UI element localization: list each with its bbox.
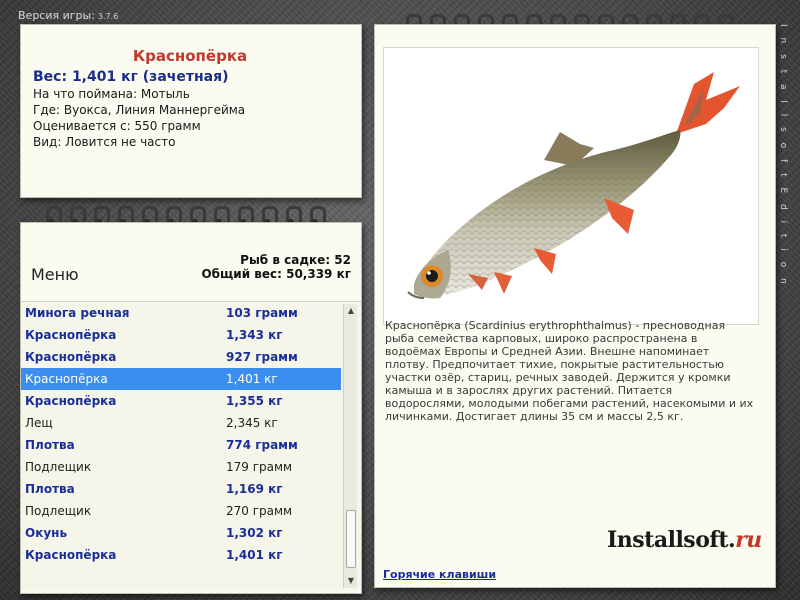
scroll-up-icon[interactable]: ▲ [347,306,355,315]
catch-stats [201,253,351,281]
caught-with: На что поймана: Мотыль [33,87,190,101]
game-version [18,9,118,22]
list-item[interactable]: Краснопёрка 1,343 кг [25,328,283,342]
list-item[interactable]: Минога речная 103 грамм [25,306,298,320]
list-item[interactable]: Краснопёрка 927 грамм [25,350,298,364]
fish-info-card [20,24,362,198]
list-item[interactable]: Лещ 2,345 кг [25,416,278,430]
fish-title: Краснопёрка [132,47,248,65]
valued-from: Оценивается с: 550 грамм [33,119,201,133]
scroll-down-icon[interactable]: ▼ [347,576,355,585]
fish-photo [383,47,759,325]
hotkeys-link[interactable]: Горячие клавиши [383,568,497,581]
list-item[interactable]: Плотва 774 грамм [25,438,298,452]
species-rarity: Вид: Ловится не часто [33,135,176,149]
catch-list[interactable] [21,301,361,591]
list-item[interactable]: Окунь 1,302 кг [25,526,283,540]
caught-where: Где: Вуокса, Линия Маннергейма [33,103,246,117]
list-item[interactable]: Подлещик 179 грамм [25,460,293,474]
edition-watermark: I n s t a l l s o f t E d i t i o n [778,24,788,288]
total-weight: Общий вес: 50,339 кг [201,267,351,281]
list-item[interactable]: Плотва 1,169 кг [25,482,283,496]
list-item[interactable]: Краснопёрка 1,355 кг [25,394,283,408]
fish-illustration [384,48,760,326]
version-number: 3.7.6 [97,12,119,21]
brand-main: Installsoft. [607,527,736,553]
list-item[interactable]: Подлещик 270 грамм [25,504,293,518]
fish-description: Краснопёрка (Scardinius erythrophthalmus) - пресноводная рыба семейства карповых, широко распространена в водоёмах Европы и Средней Азии. Внешне напоминает плотву. Предпочитает тихие, покрытые растительностью участки озёр, стариц, речных заводей. Держится у кромки камыша и в зарослях других растений. Питается водорослями, молодыми побегами растений, насекомыми и их личинками. Достигает длины 35 см и массы 2,5 кг. [385,319,754,423]
list-scrollbar[interactable] [343,304,357,588]
list-item-selected[interactable]: Краснопёрка 1,401 кг [21,368,341,390]
brand-ru: ru [735,527,762,553]
fish-detail-card [374,24,776,588]
installsoft-logo [607,527,762,553]
menu-button[interactable]: Меню [31,265,79,284]
list-item[interactable]: Краснопёрка 1,401 кг [25,548,283,562]
catch-menu-card [20,222,362,594]
scroll-thumb[interactable] [346,510,356,568]
fish-weight: Вес: 1,401 кг (зачетная) [33,69,229,85]
version-label: Версия игры: [18,9,95,22]
fish-count: Рыб в садке: 52 [240,253,351,267]
